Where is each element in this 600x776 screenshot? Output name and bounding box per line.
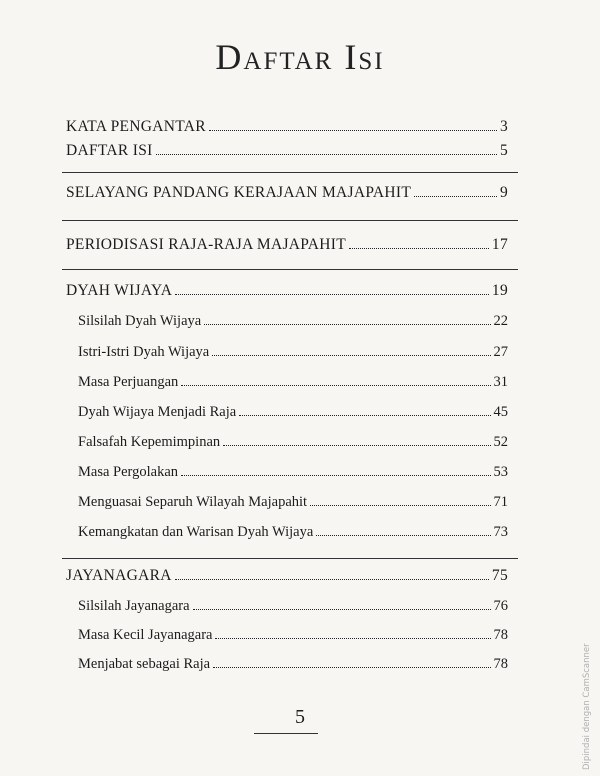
toc-subentry[interactable] [78,598,508,615]
toc-subentry[interactable] [78,494,508,511]
dot-leader [181,385,490,386]
section-divider [62,269,518,270]
toc-entry-page: 17 [491,236,508,253]
toc-subentry-page: 78 [493,656,508,672]
toc-subentry-label: Silsilah Jayanagara [78,598,190,614]
toc-subentry[interactable] [78,313,508,330]
toc-subentry[interactable] [78,656,508,673]
dot-leader [316,535,490,536]
toc-subentry-label: Masa Kecil Jayanagara [78,627,213,643]
toc-entry-page: 5 [499,142,508,159]
toc-subentry-label: Falsafah Kepemimpinan [78,434,221,450]
toc-subentry-label: Masa Pergolakan [78,464,178,480]
toc-subentry-page: 52 [493,434,508,450]
toc-entry-periodisasi[interactable] [66,236,508,254]
toc-entry-label: DAFTAR ISI [66,142,153,159]
dot-leader [156,154,497,155]
toc-subentry-label: Menguasai Separuh Wilayah Majapahit [78,494,308,510]
dot-leader [414,196,497,197]
toc-subentry-label: Kemangkatan dan Warisan Dyah Wijaya [78,524,314,540]
toc-entry-page: 75 [491,567,508,584]
dot-leader [175,579,489,580]
section-divider [62,558,518,559]
section-divider [62,172,518,173]
footer-rule [254,733,318,734]
dot-leader [223,445,490,446]
toc-entry-page: 3 [499,118,508,135]
toc-subentry-page: 45 [493,404,508,420]
toc-subentry[interactable] [78,464,508,481]
dot-leader [175,294,489,295]
toc-subentry-label: Istri-Istri Dyah Wijaya [78,344,210,360]
toc-subentry-page: 76 [493,598,508,614]
toc-subentry-page: 73 [493,524,508,540]
toc-entry-jayanagara[interactable] [66,567,508,585]
toc-subentry-page: 53 [493,464,508,480]
toc-entry-selayang-pandang[interactable] [66,184,508,202]
toc-subentry-label: Masa Perjuangan [78,374,179,390]
dot-leader [239,415,490,416]
dot-leader [310,505,490,506]
toc-subentry-page: 31 [493,374,508,390]
toc-entry-label: PERIODISASI RAJA-RAJA MAJAPAHIT [66,236,347,253]
dot-leader [215,638,490,639]
toc-entry-page: 9 [499,184,508,201]
dot-leader [209,130,497,131]
toc-subentry[interactable] [78,404,508,421]
dot-leader [181,475,491,476]
toc-entry-kata-pengantar[interactable] [66,118,508,136]
toc-subentry[interactable] [78,434,508,451]
toc-subentry-label: Dyah Wijaya Menjadi Raja [78,404,237,420]
page-title: Daftar Isi [215,37,385,77]
toc-subentry[interactable] [78,627,508,644]
scanner-watermark: Dipindai dengan CamScanner [582,643,592,770]
toc-subentry-label: Silsilah Dyah Wijaya [78,313,202,329]
dot-leader [213,667,490,668]
dot-leader [212,355,490,356]
toc-subentry-page: 78 [493,627,508,643]
toc-subentry[interactable] [78,344,508,361]
toc-subentry-label: Menjabat sebagai Raja [78,656,211,672]
toc-subentry-page: 71 [493,494,508,510]
dot-leader [193,609,491,610]
toc-entry-dyah-wijaya[interactable] [66,282,508,300]
toc-entry-daftar-isi[interactable] [66,142,508,160]
toc-entry-label: KATA PENGANTAR [66,118,206,135]
toc-entry-label: JAYANAGARA [66,567,172,584]
dot-leader [204,324,490,325]
toc-subentry[interactable] [78,374,508,391]
toc-subentry-page: 27 [493,344,508,360]
toc-entry-label: DYAH WIJAYA [66,282,173,299]
footer-page-number: 5 [295,706,305,728]
section-divider [62,220,518,221]
toc-subentry[interactable] [78,524,508,541]
dot-leader [349,248,489,249]
toc-entry-label: SELAYANG PANDANG KERAJAAN MAJAPAHIT [66,184,412,201]
toc-subentry-page: 22 [493,313,508,329]
toc-entry-page: 19 [491,282,508,299]
